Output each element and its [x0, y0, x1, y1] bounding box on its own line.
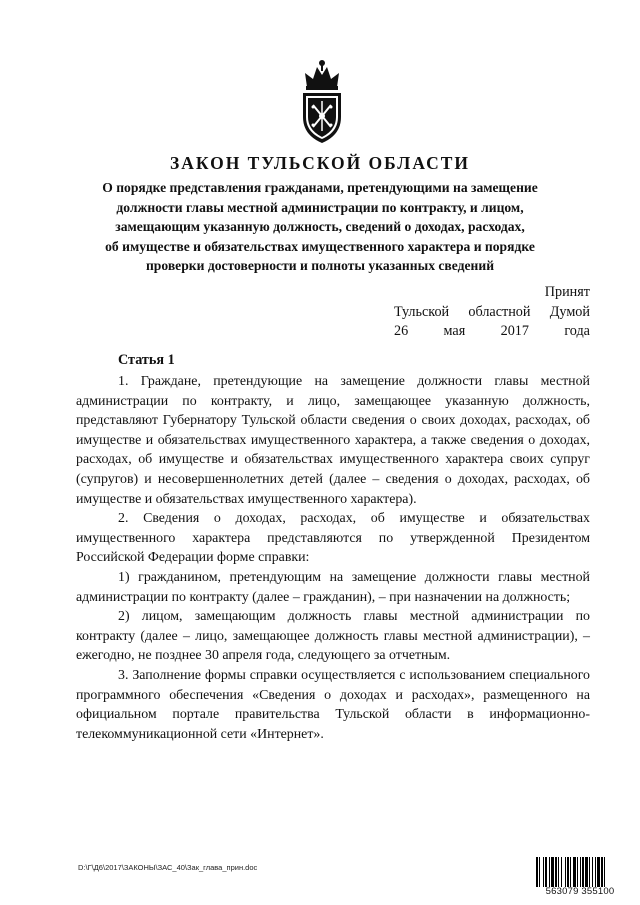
article-heading: Статья 1 [118, 352, 175, 368]
article-paragraph: 1. Граждане, претендующие на замещение должности главы местной администрации по контракту, и лицо, замещающее указанную должность, представляют Губернатору Тульской области сведения о своих доходах, расходах, об имуществе и обязательствах имущественного характера, а также сведения о доходах, расходах, об имуществе и обязательствах имущественного характера своих супруг (супругов) и несовершеннолетних детей (далее – сведения о доходах, расходах, об имуществе и обязательствах имущественного характера). [76, 374, 590, 507]
file-path: D:\Г\Д6\2017\ЗАКОНЫ\ЗАС_40\Зак_глава_прин.doc [78, 863, 258, 872]
adoption-word: Тульской [394, 303, 450, 320]
adoption-block [394, 283, 590, 342]
article-paragraph: 1) гражданином, претендующим на замещение должности главы местной администрации по контракту (далее – гражданин), – при назначении на должность; [76, 569, 590, 605]
coat-of-arms-icon [297, 57, 347, 145]
adoption-word: Думой [549, 303, 590, 320]
adoption-date-suffix: года [564, 323, 590, 339]
adoption-date-year: 2017 [500, 323, 529, 339]
subtitle-line: О порядке представления гражданами, претендующими на замещение [102, 180, 538, 195]
barcode-number: 563079 355100 [545, 886, 615, 897]
adoption-word: областной [468, 303, 531, 320]
subtitle-line: проверки достоверности и полноты указанных сведений [145, 258, 495, 274]
law-subtitle [60, 178, 580, 276]
barcode-icon [536, 855, 624, 889]
law-title: ЗАКОН ТУЛЬСКОЙ ОБЛАСТИ [169, 153, 471, 173]
adoption-date-month: мая [443, 323, 466, 339]
subtitle-line: должности главы местной администрации по контракту, и лицом, [116, 199, 524, 215]
article-body [76, 372, 590, 744]
adoption-label: Принят [544, 284, 590, 300]
article-paragraph: 2. Сведения о доходах, расходах, об имуществе и обязательствах имущественного характера представляются по утвержденной Президентом Российской Федерации форме справки: [76, 511, 590, 566]
article-paragraph: 2) лицом, замещающим должность главы местной администрации по контракту (далее – лицо, замещающее должность главы местной администрации), – ежегодно, не позднее 30 апреля года, следующего за отчетным. [76, 609, 590, 664]
adoption-date-day: 26 [394, 323, 409, 339]
article-paragraph: 3. Заполнение формы справки осуществляется с использованием специального программного обеспечения «Сведения о доходах и расходах», размещенного на официальном портале правительства Тульской области в информационно-телекоммуникационной сети «Интернет». [76, 667, 590, 742]
subtitle-line: об имуществе и обязательствах имущественного характера и порядке [105, 238, 535, 254]
subtitle-line: замещающим указанную должность, сведений о доходах, расходах, [115, 219, 525, 235]
